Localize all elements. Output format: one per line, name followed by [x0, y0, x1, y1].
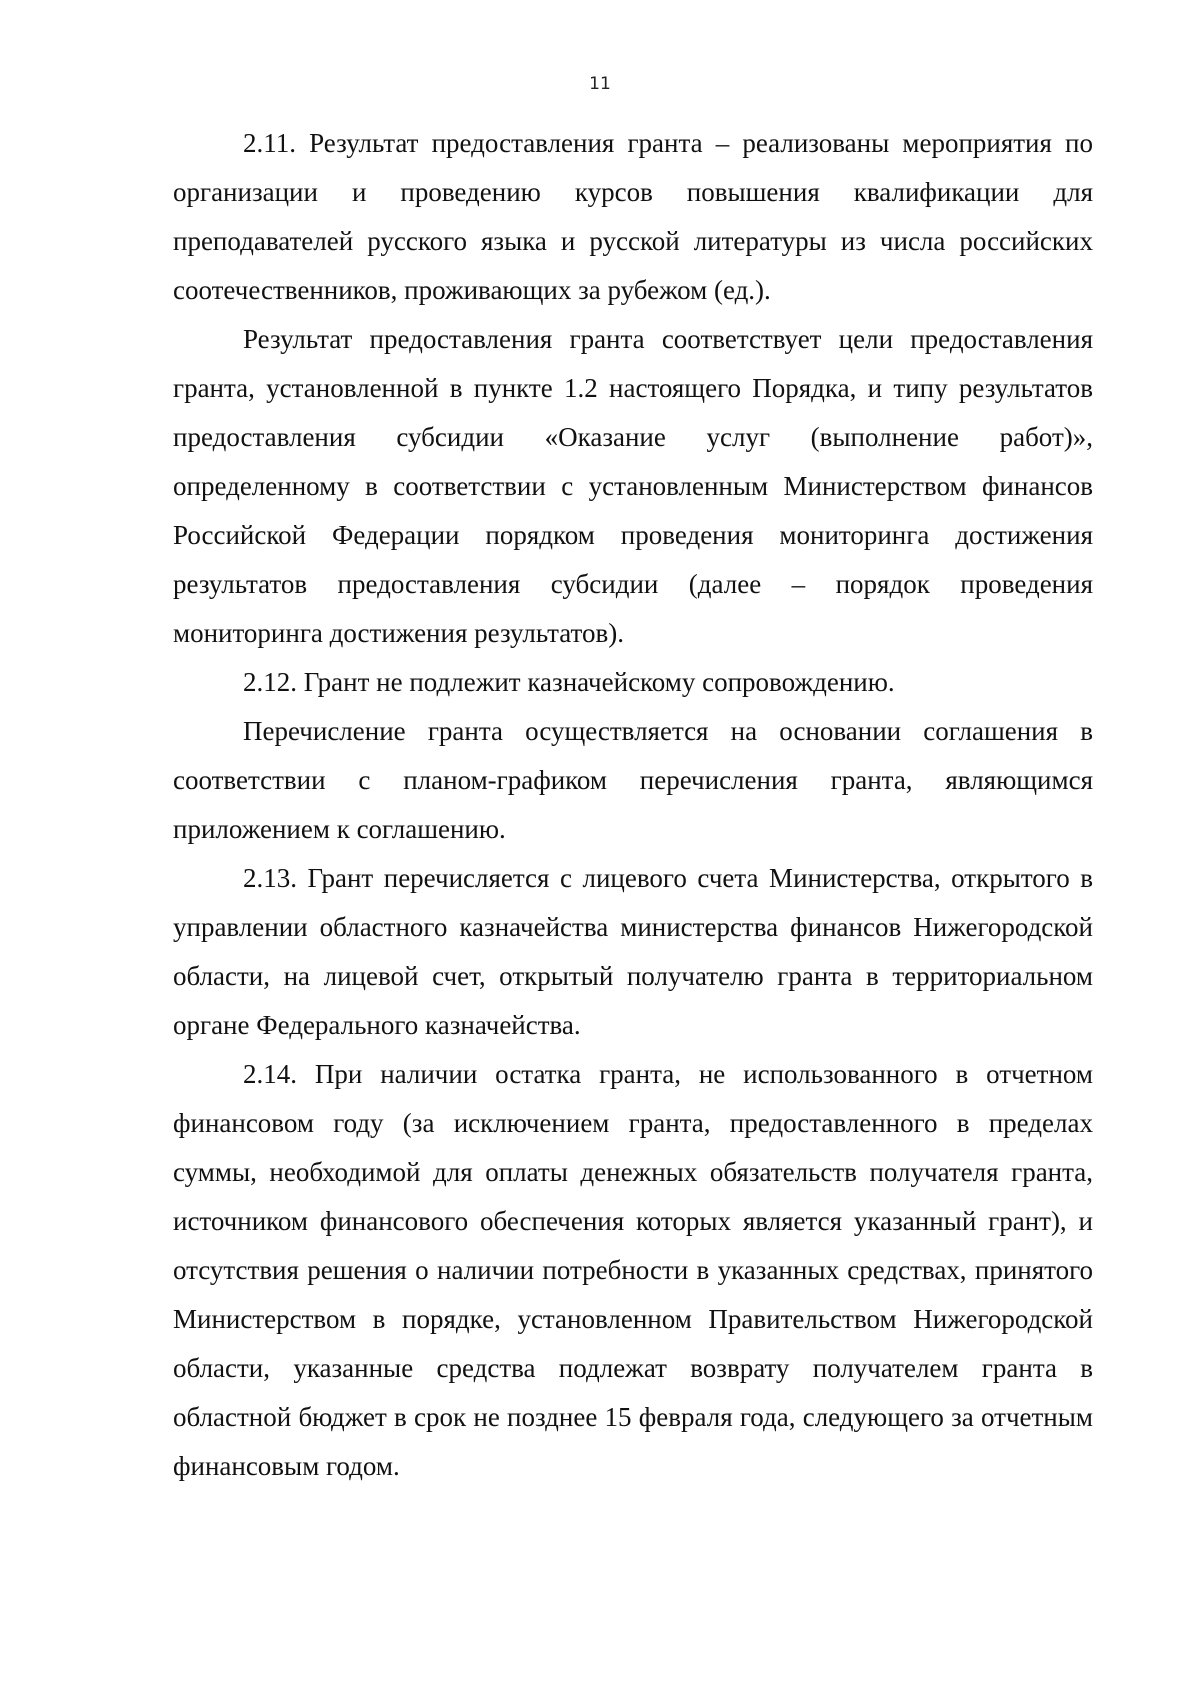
paragraph-grant-transfer: Перечисление гранта осуществляется на основании соглашения в соответствии с планом-графиком перечисления гранта, являющимся приложением к соглашению. — [173, 716, 1093, 844]
document-body — [173, 119, 1093, 1491]
page-number: 11 — [589, 74, 611, 94]
paragraph-2-11: 2.11. Результат предоставления гранта – реализованы мероприятия по организации и проведению курсов повышения квалификации для преподавателей русского языка и русской литературы из числа российских соотечественников, проживающих за рубежом (ед.). — [173, 128, 1093, 305]
paragraph-2-14: 2.14. При наличии остатка гранта, не использованного в отчетном финансовом году (за исключением гранта, предоставленного в пределах суммы, необходимой для оплаты денежных обязательств получателя гранта, источником финансового обеспечения которых является указанный грант), и отсутствия решения о наличии потребности в указанных средствах, принятого Министерством в порядке, установленном Правительством Нижегородской области, указанные средства подлежат возврату получателем гранта в областной бюджет в срок не позднее 15 февраля года, следующего за отчетным финансовым годом. — [173, 1059, 1093, 1481]
paragraph-2-13: 2.13. Грант перечисляется с лицевого счета Министерства, открытого в управлении областного казначейства министерства финансов Нижегородской области, на лицевой счет, открытый получателю гранта в территориальном органе Федерального казначейства. — [173, 863, 1093, 1040]
paragraph-grant-result: Результат предоставления гранта соответствует цели предоставления гранта, установленной в пункте 1.2 настоящего Порядка, и типу результатов предоставления субсидии «Оказание услуг (выполнение работ)», определенному в соответствии с установленным Министерством финансов Российской Федерации порядком проведения мониторинга достижения результатов предоставления субсидии (далее – порядок проведения мониторинга достижения результатов). — [173, 324, 1093, 648]
paragraph-2-12: 2.12. Грант не подлежит казначейскому сопровождению. — [243, 667, 895, 697]
